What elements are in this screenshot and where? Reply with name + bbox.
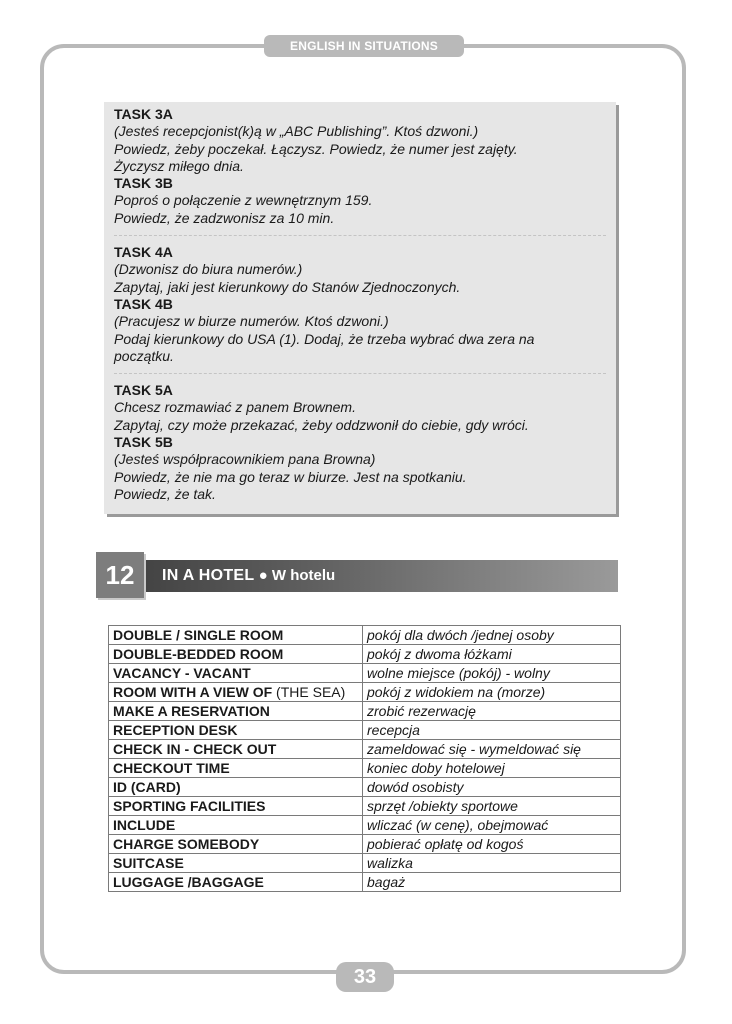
vocab-polish: sprzęt /obiekty sportowe (363, 797, 621, 816)
vocab-english-term: DOUBLE / SINGLE ROOM (113, 627, 284, 643)
vocab-english (109, 873, 363, 892)
vocab-english-term: CHECKOUT TIME (113, 760, 230, 776)
vocab-english (109, 835, 363, 854)
table-row (109, 835, 621, 854)
table-row (109, 816, 621, 835)
vocab-english (109, 702, 363, 721)
task-line: Poproś o połączenie z wewnętrznym 159. (114, 192, 373, 209)
vocab-polish: wliczać (w cenę), obejmować (363, 816, 621, 835)
vocab-english-term: VACANCY - VACANT (113, 665, 251, 681)
task-line: Powiedz, że zadzwonisz za 10 min. (114, 209, 335, 226)
vocab-polish: pokój z dwoma łóżkami (363, 645, 621, 664)
vocab-english-term: MAKE A RESERVATION (113, 703, 270, 719)
vocab-polish: pokój z widokiem na (morze) (363, 683, 621, 702)
vocab-english-term: LUGGAGE /BAGGAGE (113, 874, 264, 890)
task-line: Powiedz, że tak. (114, 485, 216, 502)
vocab-english-term: INCLUDE (113, 817, 176, 833)
task-line: (Jesteś recepcjonist(k)ą w „ABC Publishing”. Ktoś dzwoni.) (114, 123, 479, 140)
task-line: Życzysz miłego dnia. (114, 157, 244, 174)
task-title: TASK 4A (114, 244, 173, 261)
vocab-english (109, 816, 363, 835)
vocab-polish: dowód osobisty (363, 778, 621, 797)
table-row (109, 702, 621, 721)
section-title-en: IN A HOTEL (162, 567, 255, 584)
task-4a (114, 244, 606, 296)
vocab-english-term: SPORTING FACILITIES (113, 798, 266, 814)
task-line: Powiedz, żeby poczekał. Łączysz. Powiedz, że numer jest zajęty. (114, 140, 518, 157)
vocab-english (109, 740, 363, 759)
table-row (109, 778, 621, 797)
vocab-english-term: ID (CARD) (113, 779, 181, 795)
vocab-english-term: SUITCASE (113, 855, 184, 871)
vocab-english-term: CHECK IN - CHECK OUT (113, 741, 277, 757)
task-list (114, 106, 606, 503)
task-line: (Dzwonisz do biura numerów.) (114, 261, 303, 278)
divider (114, 373, 606, 374)
bullet-icon: ● (258, 567, 268, 584)
vocab-english (109, 721, 363, 740)
task-line: Podaj kierunkowy do USA (1). Dodaj, że trzeba wybrać dwa zera na (114, 330, 535, 347)
table-row (109, 721, 621, 740)
task-line: początku. (114, 347, 174, 364)
page-number: 33 (336, 962, 394, 992)
vocab-english-term: DOUBLE-BEDDED ROOM (113, 646, 284, 662)
task-4b (114, 296, 606, 365)
vocab-english-term: ROOM WITH A VIEW OF (113, 684, 273, 700)
vocab-english (109, 664, 363, 683)
divider (114, 235, 606, 236)
vocab-polish: zrobić rezerwację (363, 702, 621, 721)
table-row (109, 626, 621, 645)
vocab-english (109, 854, 363, 873)
table-row (109, 683, 621, 702)
section-title-pl: W hotelu (271, 567, 336, 584)
table-row (109, 759, 621, 778)
section-number: 12 (96, 552, 144, 598)
vocab-polish: wolne miejsce (pokój) - wolny (363, 664, 621, 683)
vocab-polish: pokój dla dwóch /jednej osoby (363, 626, 621, 645)
vocab-english-extra: (THE SEA) (272, 684, 346, 700)
vocab-english (109, 759, 363, 778)
table-row (109, 740, 621, 759)
task-title: TASK 5B (114, 434, 173, 451)
task-box (104, 102, 616, 514)
task-5a (114, 382, 606, 434)
task-line: Zapytaj, czy może przekazać, żeby oddzwonił do ciebie, gdy wróci. (114, 416, 529, 433)
task-line: Powiedz, że nie ma go teraz w biurze. Jest na spotkaniu. (114, 468, 467, 485)
vocab-polish: zameldować się - wymeldować się (363, 740, 621, 759)
task-3a (114, 106, 606, 175)
task-line: Zapytaj, jaki jest kierunkowy do Stanów Zjednoczonych. (114, 278, 461, 295)
vocab-english-term: CHARGE SOMEBODY (113, 836, 260, 852)
task-title: TASK 3B (114, 175, 173, 192)
vocab-english (109, 683, 363, 702)
task-5b (114, 434, 606, 503)
vocab-english (109, 645, 363, 664)
vocabulary-table (108, 625, 621, 892)
vocab-english (109, 797, 363, 816)
vocab-english (109, 778, 363, 797)
vocab-polish: bagaż (363, 873, 621, 892)
task-title: TASK 3A (114, 106, 173, 122)
table-row (109, 645, 621, 664)
vocab-english (109, 626, 363, 645)
table-row (109, 873, 621, 892)
vocab-polish: walizka (363, 854, 621, 873)
task-3b (114, 175, 606, 227)
task-line: Chcesz rozmawiać z panem Brownem. (114, 399, 356, 416)
table-row (109, 797, 621, 816)
vocab-polish: recepcja (363, 721, 621, 740)
vocab-polish: pobierać opłatę od kogoś (363, 835, 621, 854)
table-row (109, 854, 621, 873)
task-line: (Jesteś współpracownikiem pana Browna) (114, 451, 376, 468)
vocab-english-term: RECEPTION DESK (113, 722, 238, 738)
header-title: ENGLISH IN SITUATIONS (264, 35, 464, 57)
task-line: (Pracujesz w biurze numerów. Ktoś dzwoni.) (114, 313, 389, 330)
task-title: TASK 4B (114, 295, 173, 312)
section-title (162, 560, 335, 592)
vocab-polish: koniec doby hotelowej (363, 759, 621, 778)
task-title: TASK 5A (114, 382, 173, 399)
table-row (109, 664, 621, 683)
